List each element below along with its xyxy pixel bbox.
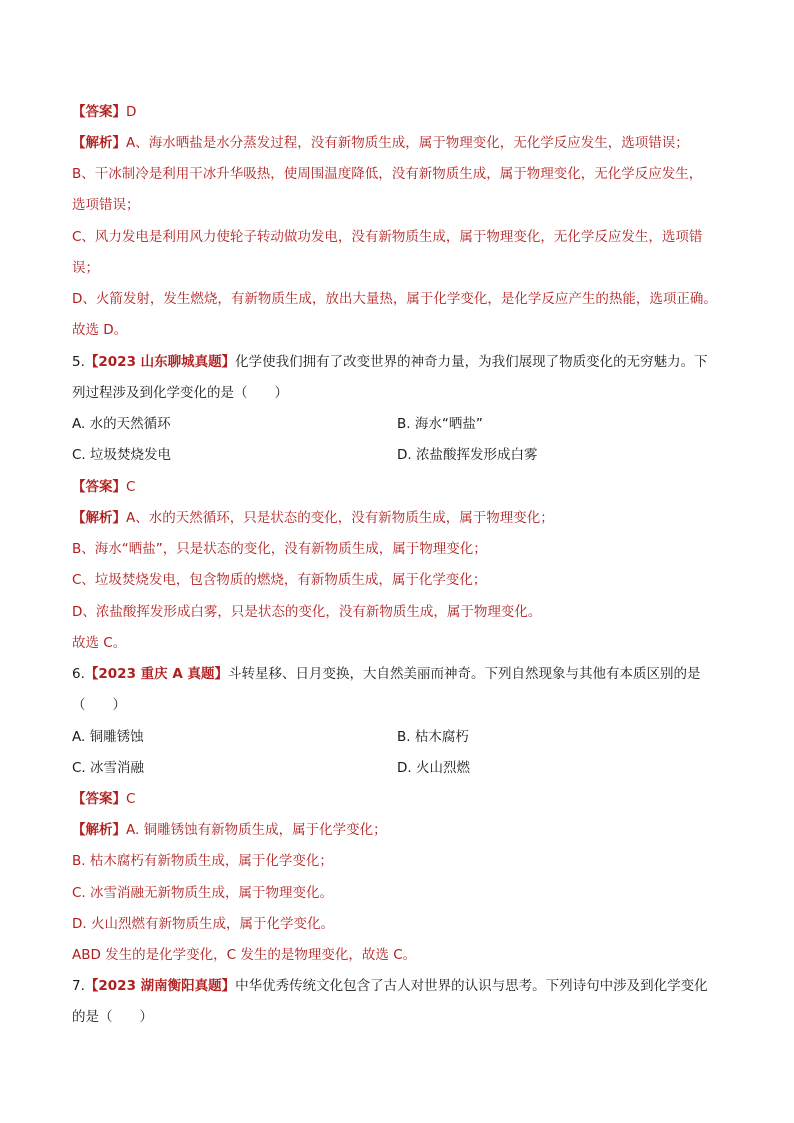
- analysis-text: A. 铜雕锈蚀有新物质生成，属于化学变化；: [126, 822, 387, 838]
- q6-option-b: B. 枯木腐朽: [397, 729, 469, 745]
- question-stem: 斗转星移、日月变换，大自然美丽而神奇。下列自然现象与其他有本质区别的是: [228, 666, 701, 682]
- question-source: 【2023 山东聊城真题】: [84, 354, 236, 370]
- answer-tag: 【答案】: [72, 104, 126, 120]
- q5-analysis-line: [72, 509, 554, 527]
- q6-answer-line: [72, 790, 135, 808]
- q6-analysis-line: [72, 821, 387, 839]
- q5-option-d: D. 浓盐酸挥发形成白雾: [397, 447, 538, 463]
- q4-answer-line: [72, 103, 136, 121]
- question-stem: 中华优秀传统文化包含了古人对世界的认识与思考。下列诗句中涉及到化学变化: [235, 978, 708, 994]
- q5-analysis-b: B、海水“晒盐”，只是状态的变化，没有新物质生成，属于物理变化；: [72, 541, 487, 557]
- q5-stem-line2: 列过程涉及到化学变化的是（ ）: [72, 385, 288, 401]
- q6-summary: ABD 发生的是化学变化，C 发生的是物理变化，故选 C。: [72, 947, 417, 963]
- answer-value: C: [126, 479, 136, 495]
- q7-stem-line2: 的是（ ）: [72, 1009, 153, 1025]
- q5-analysis-d: D、浓盐酸挥发形成白雾，只是状态的变化，没有新物质生成，属于物理变化。: [72, 604, 542, 620]
- q6-option-d: D. 火山烈燃: [397, 760, 470, 776]
- answer-value: D: [126, 104, 137, 120]
- question-stem: 化学使我们拥有了改变世界的神奇力量，为我们展现了物质变化的无穷魅力。下: [235, 354, 708, 370]
- q5-option-c: C. 垃圾焚烧发电: [72, 447, 172, 463]
- analysis-tag: 【解析】: [72, 510, 126, 526]
- q4-analysis-b1: B、干冰制冷是利用干冰升华吸热，使周围温度降低，没有新物质生成，属于物理变化，无化学反应发生，: [72, 166, 703, 182]
- q6-stem-line1: [72, 665, 701, 683]
- q5-option-b: B. 海水“晒盐”: [397, 416, 483, 432]
- q4-analysis-line: [72, 134, 689, 152]
- q6-analysis-c: C. 冰雪消融无新物质生成，属于物理变化。: [72, 885, 334, 901]
- q5-answer-line: [72, 478, 135, 496]
- analysis-text: A、水的天然循环，只是状态的变化，没有新物质生成，属于物理变化；: [126, 510, 554, 526]
- analysis-tag: 【解析】: [72, 822, 126, 838]
- q6-analysis-b: B. 枯木腐朽有新物质生成，属于化学变化；: [72, 853, 333, 869]
- q5-analysis-c: C、垃圾焚烧发电，包含物质的燃烧，有新物质生成，属于化学变化；: [72, 572, 487, 588]
- answer-tag: 【答案】: [72, 479, 126, 495]
- q7-stem-line1: [72, 977, 708, 995]
- question-number: 7.: [72, 978, 85, 994]
- q4-analysis-b2: 选项错误；: [72, 197, 140, 213]
- question-number: 5.: [72, 354, 85, 370]
- q4-choose: 故选 D。: [72, 322, 128, 338]
- question-source: 【2023 湖南衡阳真题】: [84, 978, 236, 994]
- answer-tag: 【答案】: [72, 791, 126, 807]
- q4-analysis-c1: C、风力发电是利用风力使轮子转动做功发电，没有新物质生成，属于物理变化，无化学反应发生，选项错: [72, 229, 703, 245]
- q6-option-c: C. 冰雪消融: [72, 760, 145, 776]
- q5-choose: 故选 C。: [72, 635, 127, 651]
- q4-analysis-c2: 误；: [72, 260, 99, 276]
- q6-analysis-d: D. 火山烈燃有新物质生成，属于化学变化。: [72, 916, 334, 932]
- q5-option-a: A. 水的天然循环: [72, 416, 171, 432]
- question-source: 【2023 重庆 A 真题】: [84, 666, 229, 682]
- q6-stem-line2: （ ）: [72, 697, 126, 713]
- analysis-text: A、海水晒盐是水分蒸发过程，没有新物质生成，属于物理变化，无化学反应发生，选项错误；: [126, 135, 689, 151]
- q4-analysis-d1: D、火箭发射，发生燃烧，有新物质生成，放出大量热，属于化学变化，是化学反应产生的热能，选项正确。: [72, 291, 717, 307]
- analysis-tag: 【解析】: [72, 135, 126, 151]
- q5-stem-line1: [72, 353, 708, 371]
- question-number: 6.: [72, 666, 85, 682]
- answer-value: C: [126, 791, 136, 807]
- q6-option-a: A. 铜雕锈蚀: [72, 729, 144, 745]
